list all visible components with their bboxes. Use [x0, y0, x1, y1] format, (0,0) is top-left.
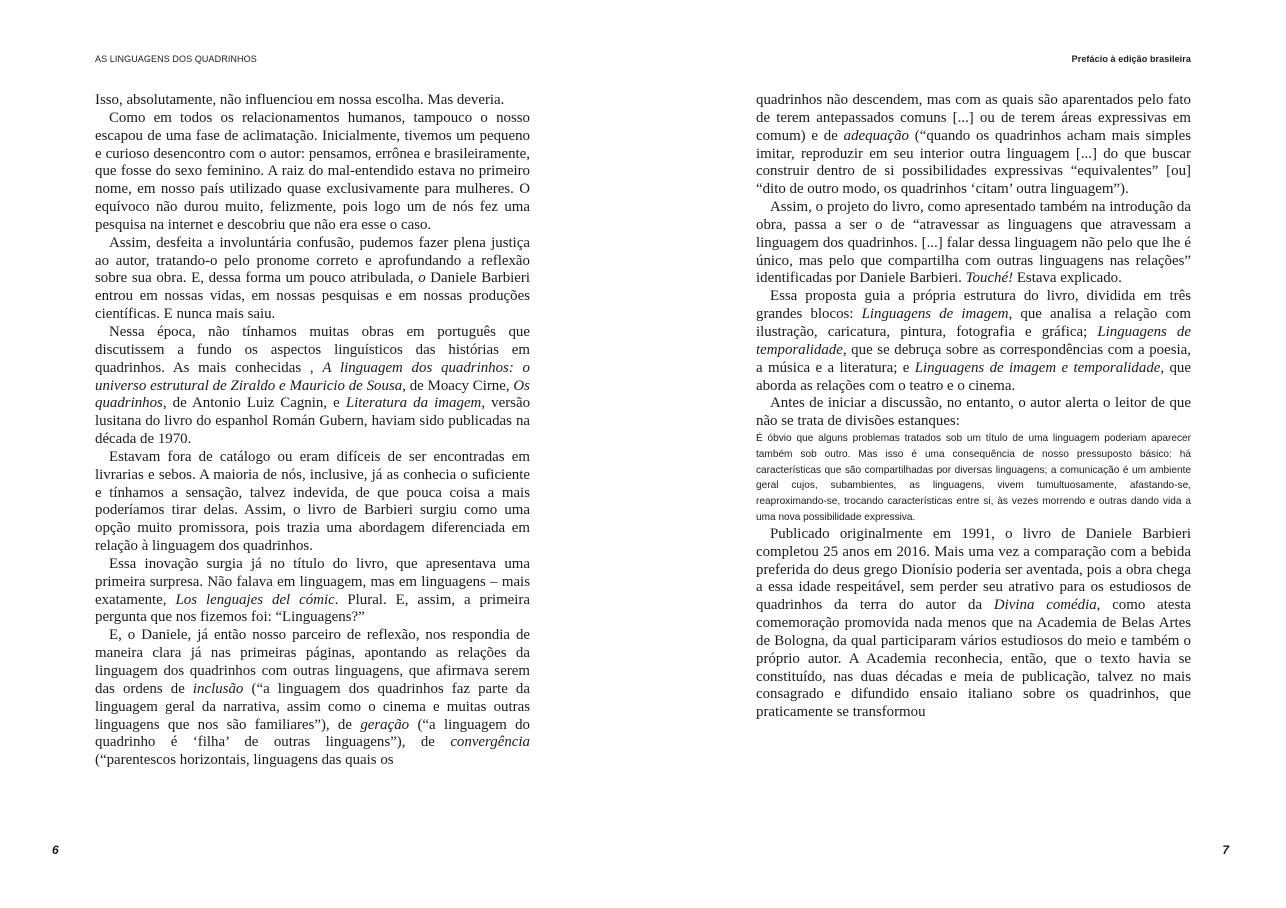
- paragraph: Isso, absolutamente, não influenciou em nossa escolha. Mas deveria.: [95, 92, 505, 108]
- paragraph: Como em todos os relacionamentos humanos, tampouco o nosso escapou de uma fase de aclimatação. Inicialmente, tivemos um pequeno e curioso desencontro com o autor: pensamos, errônea e brasileiramente, que fosse do sexo feminino. A raiz do mal-entendido estava no primeiro nome, em nosso país utilizado quase exclusivamente para mulheres. O equívoco não durou muito, felizmente, pois logo um de nós fez uma pesquisa na internet e descobriu que não era esse o caso.: [95, 109, 530, 233]
- running-head-left: AS LINGUAGENS DOS QUADRINHOS: [95, 54, 257, 64]
- paragraph: Assim, o projeto do livro, como apresentado também na introdução da obra, passa a ser o de “atravessar as linguagens que atravessam a linguagem dos quadrinhos. [...] falar dessa linguagem não pelo que lhe é único, mas pelo que compartilha com outras linguagens nas relações” identificadas por Daniele Barbieri. Touché! Estava explicado.: [756, 199, 1191, 287]
- paragraph: Estavam fora de catálogo ou eram difíceis de ser encontradas em livrarias e sebos. A maioria de nós, inclusive, já as conhecia o suficiente e tínhamos a sensação, talvez indevida, de que pouca coisa a mais poderíamos tirar delas. Assim, o livro de Barbieri surgiu como uma opção muito promissora, pois trazia uma abordagem diferenciada em relação à linguagem dos quadrinhos.: [95, 448, 530, 555]
- paragraph: Essa inovação surgia já no título do livro, que apresentava uma primeira surpresa. Não falava em linguagem, mas em linguagens – mais exatamente, Los lenguajes del cómic. Plural. E, assim, a primeira pergunta que nos fizemos foi: “Linguagens?”: [95, 555, 530, 626]
- paragraph: Nessa época, não tínhamos muitas obras em português que discutissem a fundo os aspectos linguísticos das histórias em quadrinhos. As mais conhecidas , A linguagem dos quadrinhos: o universo estrutural de Ziraldo e Mauricio de Sousa, de Moacy Cirne, Os quadrinhos, de Antonio Luiz Cagnin, e Literatura da imagem, versão lusitana do livro do espanhol Román Gubern, haviam sido publicadas na década de 1970.: [95, 323, 531, 448]
- running-head-right: Prefácio à edição brasileira: [1071, 54, 1191, 64]
- paragraph: Essa proposta guia a própria estrutura do livro, dividida em três grandes blocos: Linguagens de imagem, que analisa a relação com ilustração, caricatura, pintura, fotografia e gráfica; Linguagens de temporalidade, que se debruça sobre as correspondências com a poesia, a música e a literatura; e Linguagens de imagem e temporalidade, que aborda as relações com o teatro e o cinema.: [756, 288, 1192, 394]
- block-quote: É óbvio que alguns problemas tratados sob um título de uma linguagem poderiam aparecer também sob outro. Mas isso é uma consequência de nosso pressuposto básico: há características que são compartilhadas por diversas linguagens; a comunicação é um ambiente geral cujos, subambientes, as linguagens, vivem tumultuosamente, afastando-se, reaproximando-se, trocando características entre si, às vezes morrendo e outras dando vida a uma nova possibilidade expressiva.: [756, 433, 1191, 524]
- right-page-body: [756, 92, 1191, 722]
- page-number-left: 6: [52, 843, 59, 857]
- paragraph: quadrinhos não descendem, mas com as quais são aparentados pelo fato de terem antepassados comuns [...] ou de terem áreas expressivas em comum) e de adequação (“quando os quadrinhos acham mais simples imitar, reproduzir em seu interior outra linguagem [...] do que buscar construir dentro de si possibilidades expressivas “equivalentes” [ou] “dito de outro modo, os quadrinhos ‘citam’ outra linguagem”).: [756, 92, 1192, 198]
- paragraph: E, o Daniele, já então nosso parceiro de reflexão, nos respondia de maneira clara já nas primeiras páginas, apontando as relações da linguagem dos quadrinhos com outras linguagens, que afirmava serem das ordens de inclusão (“a linguagem dos quadrinhos faz parte da linguagem geral da narrativa, assim como o cinema e muitas outras linguagens que nos são familiares”), de geração (“a linguagem do quadrinho é ‘filha’ de outras linguagens”), de convergência (“parentescos horizontais, linguagens das quais os: [95, 627, 531, 769]
- page-number-right: 7: [1222, 843, 1229, 857]
- paragraph: Assim, desfeita a involuntária confusão, pudemos fazer plena justiça ao autor, tratando-o pelo pronome correto e aprofundando a reflexão sobre sua obra. E, dessa forma um pouco atribulada, o Daniele Barbieri entrou em nossas vidas, em nossas pesquisas e em nossas produções científicas. E nunca mais saiu.: [95, 234, 530, 323]
- paragraph: Publicado originalmente em 1991, o livro de Daniele Barbieri completou 25 anos em 2016. Mais uma vez a comparação com a bebida preferida do deus grego Dionísio poderia ser aventada, pois a obra chega a essa idade respeitável, sem perder seu atrativo para os estudiosos de quadrinhos da terra do autor da Divina comédia, como atesta comemoração promovida nada menos que na Academia de Belas Artes de Bologna, da qual participaram vários estudiosos do meio e também o próprio autor. A Academia reconhecia, então, que o texto havia se constituído, nas duas décadas e meia de publicação, talvez no mais consagrado e difundido ensaio italiano sobre os quadrinhos, que praticamente se transformou: [756, 525, 1191, 721]
- left-page-body: [95, 92, 530, 770]
- paragraph: Antes de iniciar a discussão, no entanto, o autor alerta o leitor de que não se trata de divisões estanques:: [756, 395, 1191, 430]
